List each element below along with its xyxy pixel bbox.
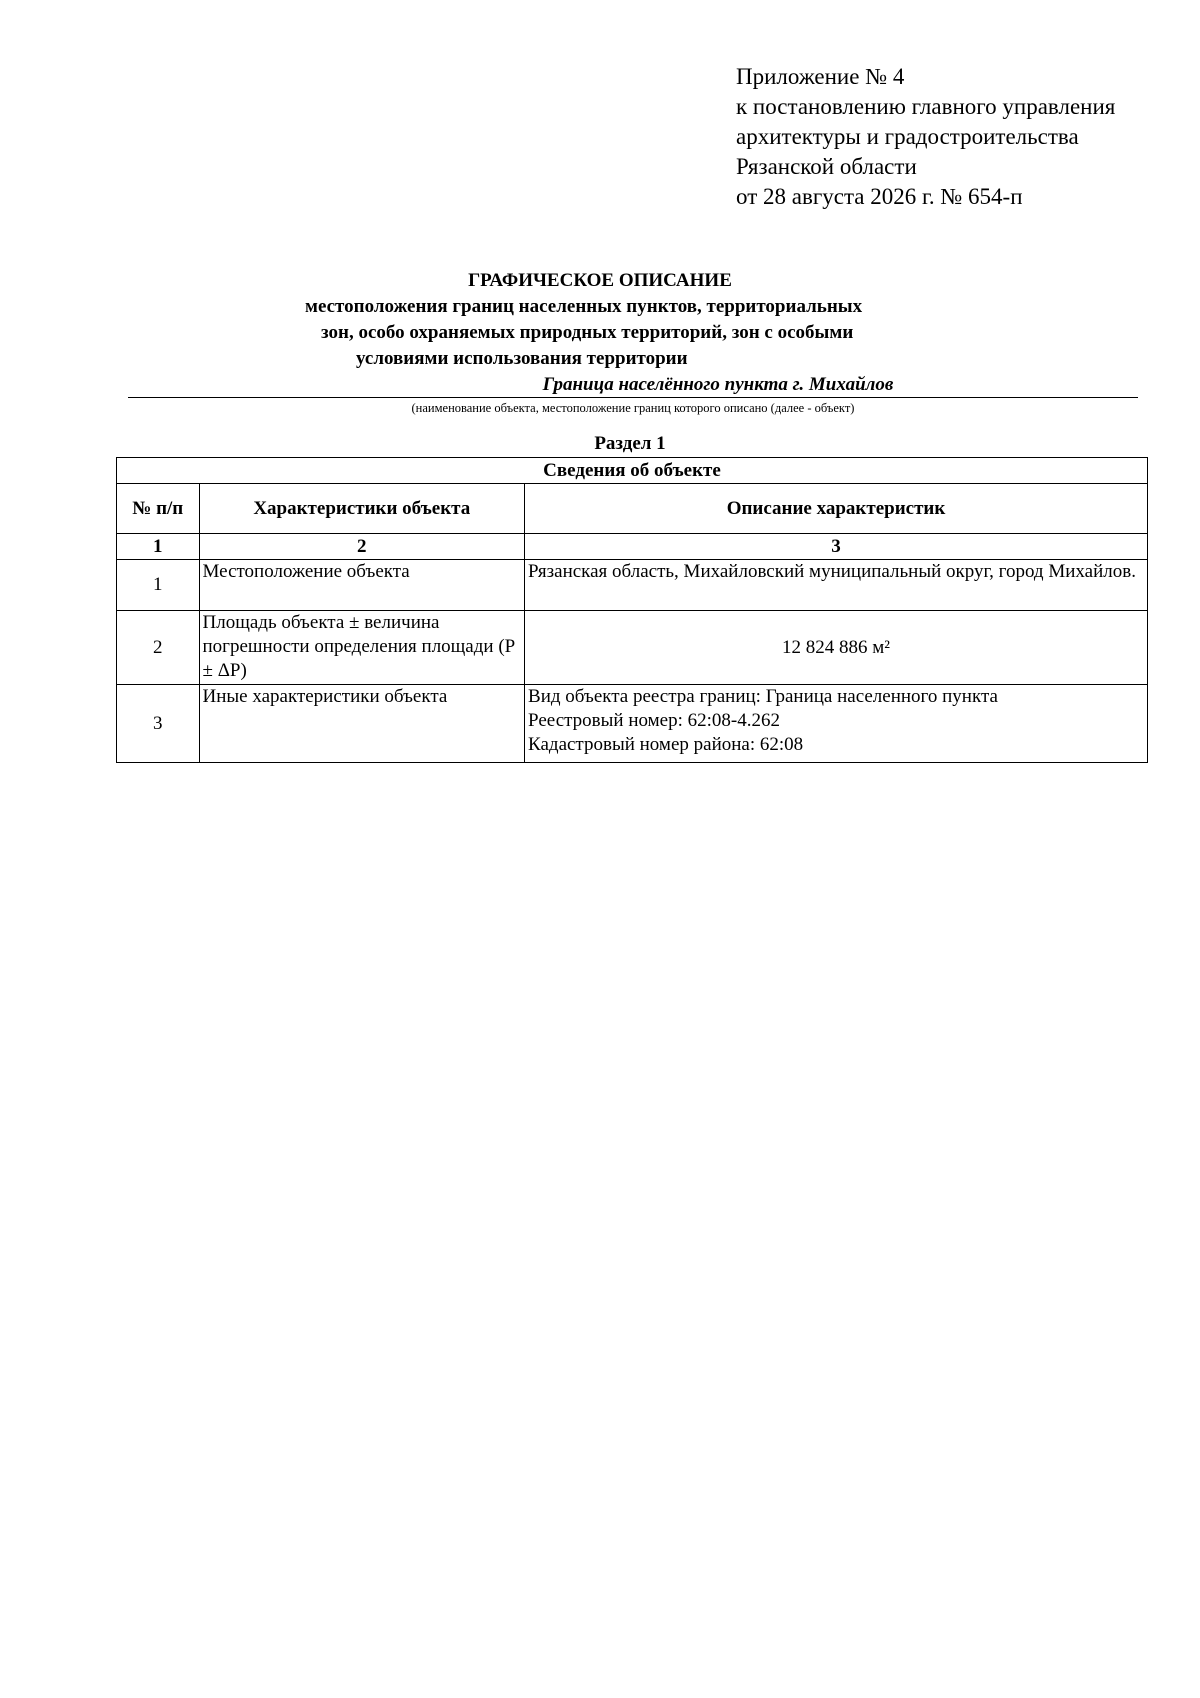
annex-line: Рязанской области — [736, 154, 917, 179]
title-subtitle-line: зон, особо охраняемых природных территорий, зон с особыми — [321, 322, 854, 343]
row-number: 2 — [117, 611, 200, 685]
object-name-line — [128, 372, 1138, 398]
description-line: Вид объекта реестра границ: Граница населенного пункта — [528, 686, 998, 707]
header-characteristic: Характеристики объекта — [199, 484, 525, 534]
table-row — [117, 560, 1148, 611]
column-number: 2 — [199, 534, 525, 560]
row-description: Рязанская область, Михайловский муниципальный округ, город Михайлов. — [525, 560, 1148, 611]
table-row — [117, 685, 1148, 763]
header-description: Описание характеристик — [525, 484, 1148, 534]
table-title: Сведения об объекте — [117, 458, 1148, 484]
object-caption: (наименование объекта, местоположение границ которого описано (далее - объект) — [411, 401, 855, 415]
header-number: № п/п — [117, 484, 200, 534]
annex-line: архитектуры и градостроительства — [736, 124, 1079, 149]
annex-line: Приложение № 4 — [736, 64, 905, 89]
row-description: 12 824 886 м² — [525, 611, 1148, 685]
document-title — [0, 268, 1200, 294]
title-subtitle-line: условиями использования территории — [356, 348, 688, 369]
row-characteristic: Площадь объекта ± величина погрешности определения площади (P ± ΔP) — [199, 611, 525, 685]
description-line: Реестровый номер: 62:08-4.262 — [528, 710, 780, 731]
row-number: 1 — [117, 560, 200, 611]
section-title: Раздел 1 — [594, 433, 666, 454]
row-characteristic: Иные характеристики объекта — [199, 685, 525, 763]
annex-line: к постановлению главного управления — [736, 94, 1116, 119]
object-name: Граница населённого пункта г. Михайлов — [542, 374, 894, 395]
column-number: 3 — [525, 534, 1148, 560]
title-subtitle-line: местоположения границ населенных пунктов, территориальных — [305, 296, 863, 317]
row-number: 3 — [117, 685, 200, 763]
row-description — [525, 685, 1148, 763]
title-main: ГРАФИЧЕСКОЕ ОПИСАНИЕ — [468, 270, 732, 291]
annex-line: от 28 августа 2026 г. № 654-п — [736, 184, 1023, 209]
column-number: 1 — [117, 534, 200, 560]
table-row — [117, 611, 1148, 685]
annex-block — [736, 62, 1115, 212]
description-line: Кадастровый номер района: 62:08 — [528, 734, 804, 755]
object-info-table — [116, 457, 1148, 763]
row-characteristic: Местоположение объекта — [199, 560, 525, 611]
